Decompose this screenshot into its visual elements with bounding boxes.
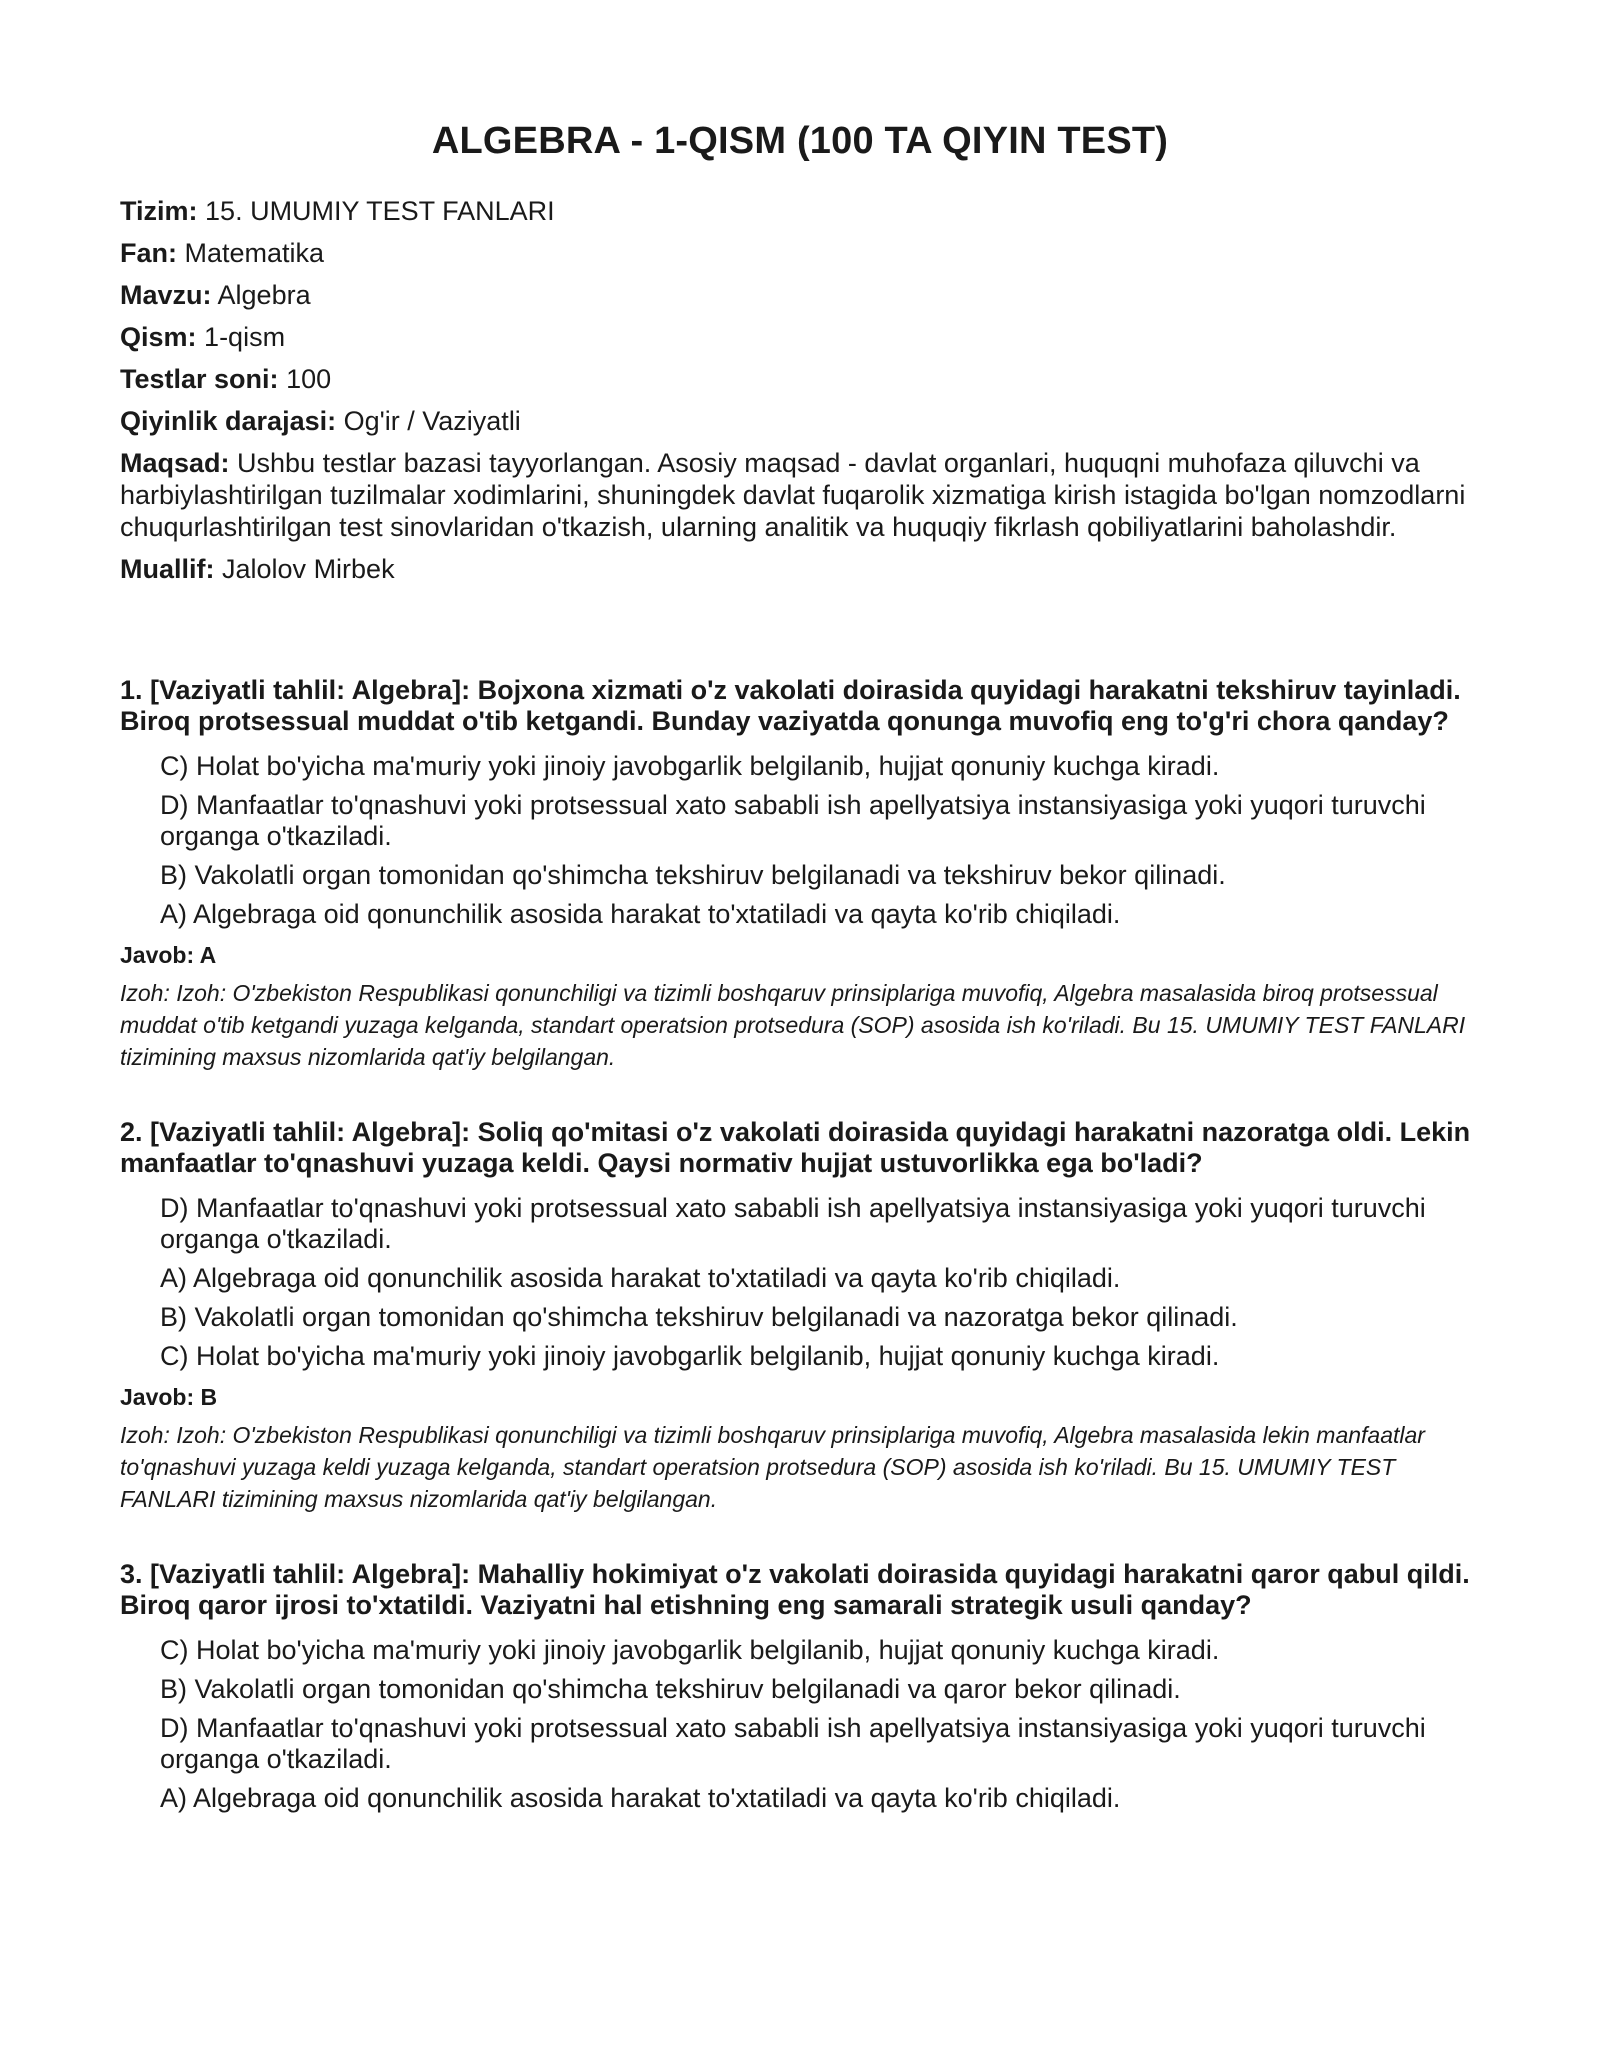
answer-options [120, 1193, 1480, 1372]
answer-options [120, 1635, 1480, 1814]
meta-row-muallif [120, 553, 1480, 585]
answer-option: A) Algebraga oid qonunchilik asosida harakat to'xtatiladi va qayta ko'rib chiqiladi. [160, 1263, 1121, 1293]
meta-row-qism [120, 321, 1480, 353]
meta-row-tizim [120, 195, 1480, 227]
meta-label: Testlar soni: [120, 364, 279, 394]
meta-label: Fan: [120, 238, 177, 268]
answer-option: C) Holat bo'yicha ma'muriy yoki jinoiy javobgarlik belgilanib, hujjat qonuniy kuchga kiradi. [160, 751, 1220, 781]
answer-option: C) Holat bo'yicha ma'muriy yoki jinoiy javobgarlik belgilanib, hujjat qonuniy kuchga kiradi. [160, 1341, 1220, 1371]
meta-value: Matematika [184, 238, 325, 268]
answer-option: B) Vakolatli organ tomonidan qo'shimcha tekshiruv belgilanadi va qaror bekor qilinadi. [160, 1674, 1181, 1704]
meta-value: Og'ir / Vaziyatli [343, 406, 521, 436]
meta-label: Tizim: [120, 196, 198, 226]
meta-value: Algebra [217, 280, 311, 310]
question-1 [120, 675, 1480, 1073]
document-title: ALGEBRA - 1-QISM (100 TA QIYIN TEST) [431, 120, 1169, 162]
meta-label: Mavzu: [120, 280, 212, 310]
question-text: 1. [Vaziyatli tahlil: Algebra]: Bojxona xizmati o'z vakolati doirasida quyidagi harakatni tekshiruv tayinladi. Biroq protsessual muddat o'tib ketgandi. Bunday vaziyatda qonunga muvofiq eng to'g'ri chora qanday? [120, 675, 1461, 736]
meta-value: 100 [286, 364, 332, 394]
answer-option: B) Vakolatli organ tomonidan qo'shimcha tekshiruv belgilanadi va tekshiruv bekor qilinadi. [160, 860, 1226, 890]
meta-label: Muallif: [120, 554, 215, 584]
meta-row-mavzu [120, 279, 1480, 311]
explanation: Izoh: Izoh: O'zbekiston Respublikasi qonunchiligi va tizimli boshqaruv prinsiplariga muvofiq, Algebra masalasida biroq protsessual muddat o'tib ketgandi yuzaga kelganda, standart operatsion protsedura (SOP) asosida ish ko'riladi. Bu 15. UMUMIY TEST FANLARI tizimining maxsus nizomlarida qat'iy belgilangan. [120, 980, 1466, 1070]
meta-label: Qiyinlik darajasi: [120, 406, 337, 436]
document-page [120, 120, 1480, 1858]
answer-option: D) Manfaatlar to'qnashuvi yoki protsessual xato sababli ish apellyatsiya instansiyasiga yoki yuqori turuvchi organga o'tkaziladi. [160, 790, 1426, 851]
question-2 [120, 1117, 1480, 1515]
meta-row-qiyinlik [120, 405, 1480, 437]
answer-option: A) Algebraga oid qonunchilik asosida harakat to'xtatiladi va qayta ko'rib chiqiladi. [160, 899, 1121, 929]
meta-value: Jalolov Mirbek [222, 554, 395, 584]
correct-answer: Javob: A [120, 942, 217, 968]
meta-value: 15. UMUMIY TEST FANLARI [205, 196, 555, 226]
answer-option: D) Manfaatlar to'qnashuvi yoki protsessual xato sababli ish apellyatsiya instansiyasiga yoki yuqori turuvchi organga o'tkaziladi. [160, 1193, 1426, 1254]
meta-row-fan [120, 237, 1480, 269]
question-text: 3. [Vaziyatli tahlil: Algebra]: Mahalliy hokimiyat o'z vakolati doirasida quyidagi harakatni qaror qabul qildi. Biroq qaror ijrosi to'xtatildi. Vaziyatni hal etishning eng samarali strategik usuli qanday? [120, 1559, 1470, 1620]
answer-option: B) Vakolatli organ tomonidan qo'shimcha tekshiruv belgilanadi va nazoratga bekor qilinadi. [160, 1302, 1238, 1332]
answer-options [120, 751, 1480, 930]
document-meta [120, 195, 1480, 585]
meta-label: Maqsad: [120, 448, 230, 478]
question-text: 2. [Vaziyatli tahlil: Algebra]: Soliq qo'mitasi o'z vakolati doirasida quyidagi harakatni nazoratga oldi. Lekin manfaatlar to'qnashuvi yuzaga keldi. Qaysi normativ hujjat ustuvorlikka ega bo'ladi? [120, 1117, 1471, 1178]
meta-row-testlar-soni [120, 363, 1480, 395]
answer-option: C) Holat bo'yicha ma'muriy yoki jinoiy javobgarlik belgilanib, hujjat qonuniy kuchga kiradi. [160, 1635, 1220, 1665]
meta-value: Ushbu testlar bazasi tayyorlangan. Asosiy maqsad - davlat organlari, huquqni muhofaza qiluvchi va harbiylashtirilgan tuzilmalar xodimlarini, shuningdek davlat fuqarolik xizmatiga kirish istagida bo'lgan nomzodlarni chuqurlashtirilgan test sinovlaridan o'tkazish, ularning analitik va huquqiy fikrlash qobiliyatlarini baholashdir. [120, 448, 1466, 542]
answer-option: A) Algebraga oid qonunchilik asosida harakat to'xtatiladi va qayta ko'rib chiqiladi. [160, 1783, 1121, 1813]
meta-row-maqsad [120, 447, 1480, 543]
question-3 [120, 1559, 1480, 1814]
meta-value: 1-qism [204, 322, 286, 352]
answer-option: D) Manfaatlar to'qnashuvi yoki protsessual xato sababli ish apellyatsiya instansiyasiga yoki yuqori turuvchi organga o'tkaziladi. [160, 1713, 1426, 1774]
meta-label: Qism: [120, 322, 197, 352]
correct-answer: Javob: B [120, 1384, 218, 1410]
question-list [120, 675, 1480, 1814]
explanation: Izoh: Izoh: O'zbekiston Respublikasi qonunchiligi va tizimli boshqaruv prinsiplariga muvofiq, Algebra masalasida lekin manfaatlar to'qnashuvi yuzaga keldi yuzaga kelganda, standart operatsion protsedura (SOP) asosida ish ko'riladi. Bu 15. UMUMIY TEST FANLARI tizimining maxsus nizomlarida qat'iy belgilangan. [120, 1422, 1425, 1512]
